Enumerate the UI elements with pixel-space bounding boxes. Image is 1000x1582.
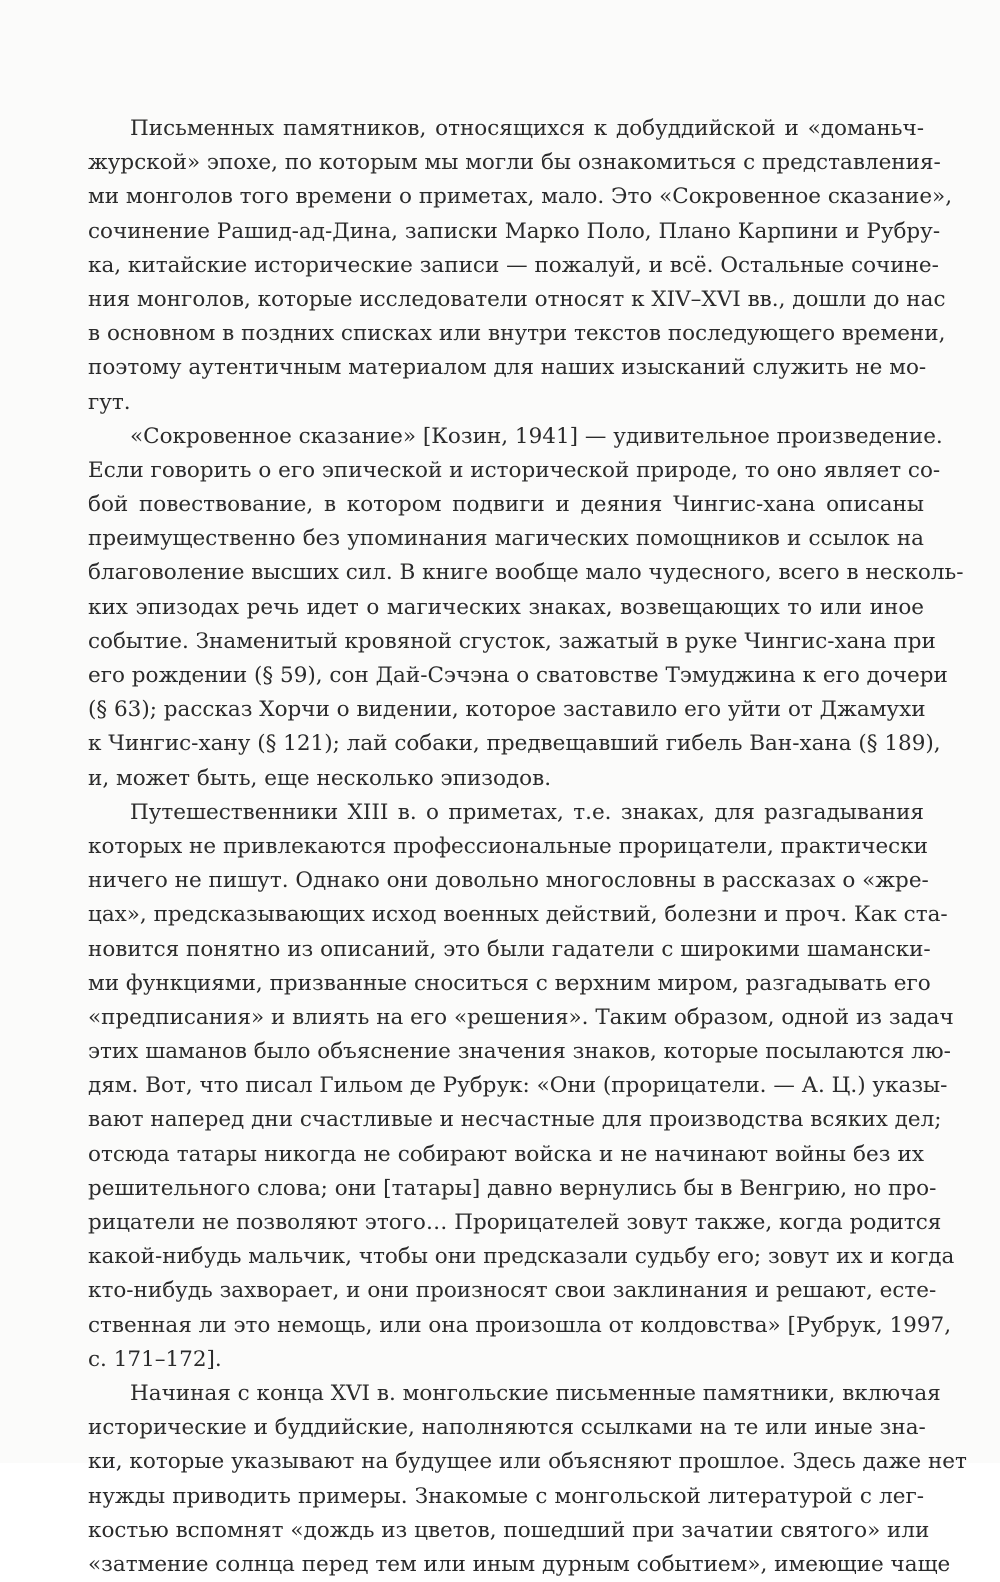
paragraph — [88, 796, 955, 1377]
text-line: новится понятно из описаний, это были гадатели с широкими шамански- — [88, 936, 931, 962]
text-line: ми функциями, призванные сноситься с верхним миром, разгадывать его — [88, 970, 931, 996]
text-line: «Сокровенное сказание» [Козин, 1941] — удивительное произведение. — [130, 423, 943, 449]
text-line: вают наперед дни счастливые и несчастные для производства всяких дел; — [88, 1107, 942, 1133]
paragraph — [88, 420, 964, 796]
text-line: решительного слова; они [татары] давно вернулись бы в Венгрию, но про- — [88, 1175, 937, 1201]
text-line: ственная ли это немощь, или она произошла от колдовства» [Рубрук, 1997, — [88, 1312, 952, 1338]
text-line: его рождении (§ 59), сон Дай-Сэчэна о сватовстве Тэмуджина к его дочери — [88, 663, 948, 688]
text-line: нужды приводить примеры. Знакомые с монгольской литературой с лег- — [88, 1483, 924, 1509]
text-line: цах», предсказывающих исход военных действий, болезни и проч. Как ста- — [88, 902, 948, 928]
text-line: этих шаманов было объяснение значения знаков, которые посылаются лю- — [88, 1039, 951, 1065]
text-line: дям. Вот, что писал Гильом де Рубрук: «Они (прорицатели. — А. Ц.) указы- — [88, 1073, 948, 1099]
text-line: которых не привлекаются профессиональные прорицатели, практически — [88, 833, 928, 859]
text-line: бой повествование, в котором подвиги и деяния Чингис-хана описаны — [88, 492, 924, 518]
paragraph — [88, 112, 953, 420]
text-line: «предписания» и влиять на его «решения». Таким образом, одной из задач — [88, 1004, 954, 1030]
text-line: к Чингис-хану (§ 121); лай собаки, предвещавший гибель Ван-хана (§ 189), — [88, 731, 941, 757]
text-line: и, может быть, еще несколько эпизодов. — [88, 765, 552, 791]
text-line: Письменных памятников, относящихся к добуддийской и «доманьч- — [130, 116, 924, 141]
text-line: Путешественники XIII в. о приметах, т.е. знаках, для разгадывания — [130, 799, 924, 825]
text-line: преимущественно без упоминания магических помощников и ссылок на — [88, 526, 924, 552]
text-line: с. 171–172]. — [88, 1346, 222, 1372]
text-line: событие. Знаменитый кровяной сгусток, зажатый в руке Чингис-хана при — [88, 628, 936, 654]
paragraph — [88, 1377, 967, 1582]
text-line: ми монголов того времени о приметах, мало. Это «Сокровенное сказание», — [88, 184, 953, 210]
text-line: Начиная с конца XVI в. монгольские письменные памятники, включая — [130, 1380, 941, 1406]
text-line: в основном в поздних списках или внутри текстов последующего времени, — [88, 321, 946, 347]
text-line: ка, китайские исторические записи — пожалуй, и всё. Остальные сочине- — [88, 252, 939, 278]
text-line: Если говорить о его эпической и исторической природе, то оно являет со- — [88, 457, 941, 483]
text-line: отсюда татары никогда не собирают войска и не начинают войны без их — [88, 1141, 924, 1167]
text-line: сочинение Рашид-ад-Дина, записки Марко Поло, Плано Карпини и Рубру- — [88, 218, 941, 244]
text-line: ния монголов, которые исследователи относят к XIV–XVI вв., дошли до нас — [88, 286, 946, 312]
text-line: поэтому аутентичным материалом для наших изысканий служить не мо- — [88, 355, 927, 381]
text-line: гут. — [88, 389, 131, 415]
text-line: ничего не пишут. Однако они довольно многословны в рассказах о «жре- — [88, 868, 929, 894]
text-line: какой-нибудь мальчик, чтобы они предсказали судьбу его; зовут их и когда — [88, 1244, 955, 1270]
text-line: журской» эпохе, по которым мы могли бы ознакомиться с представления- — [88, 150, 941, 176]
body-text — [88, 112, 967, 1582]
text-line: исторические и буддийские, наполняются ссылками на те или иные зна- — [88, 1415, 926, 1441]
text-line: рицатели не позволяют этого… Прорицателей зовут также, когда родится — [88, 1210, 942, 1235]
text-line: кто-нибудь захворает, и они произносят свои заклинания и решают, есте- — [88, 1278, 937, 1304]
text-line: (§ 63); рассказ Хорчи о видении, которое заставило его уйти от Джамухи — [88, 697, 926, 723]
text-line: ких эпизодах речь идет о магических знаках, возвещающих то или иное — [88, 594, 924, 620]
text-line: костью вспомнят «дождь из цветов, пошедший при зачатии святого» или — [88, 1517, 930, 1543]
text-line: «затмение солнца перед тем или иным дурным событием», имеющие чаще — [88, 1551, 951, 1577]
text-line: ки, которые указывают на будущее или объясняют прошлое. Здесь даже нет — [88, 1449, 967, 1475]
text-line: благоволение высших сил. В книге вообще мало чудесного, всего в несколь- — [88, 560, 964, 586]
